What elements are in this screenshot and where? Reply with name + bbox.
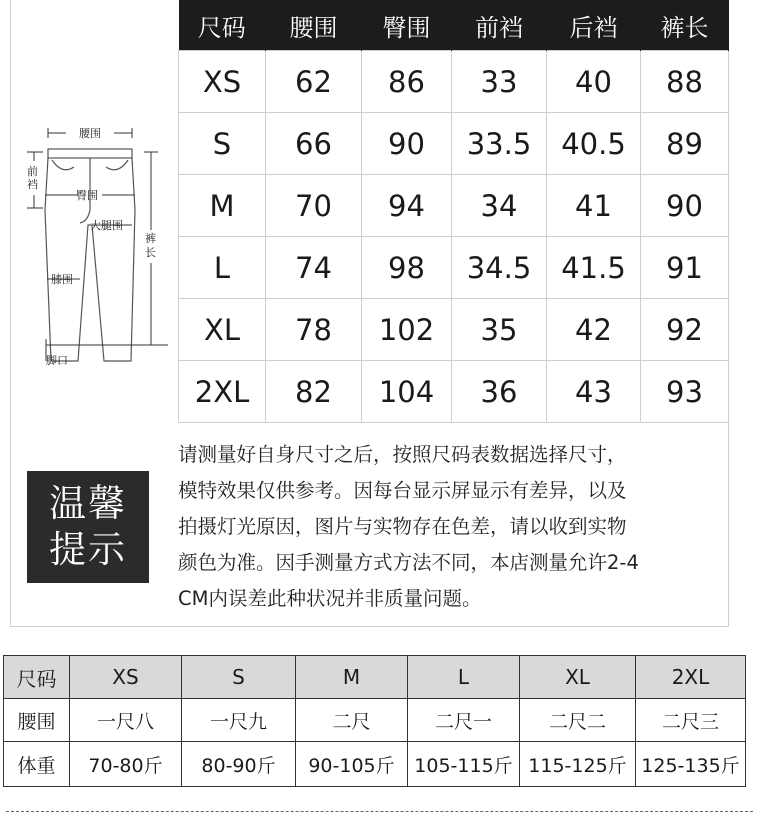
table-cell: 62: [266, 51, 362, 113]
table-cell: 体重: [4, 742, 70, 787]
header-size: 尺码: [179, 0, 266, 51]
label-front-rise: 前裆: [27, 165, 38, 191]
table-cell: M: [296, 656, 408, 699]
table-cell: 82: [266, 361, 362, 423]
size-table: [178, 0, 729, 423]
notice-title-box: [27, 471, 149, 583]
header-front-rise: 前裆: [452, 0, 547, 51]
label-waist: 腰围: [79, 127, 101, 140]
table-row: [179, 51, 729, 113]
table-row: [179, 237, 729, 299]
table-cell: 70-80斤: [70, 742, 182, 787]
table-cell: 2XL: [179, 361, 266, 423]
table-cell: 88: [641, 51, 729, 113]
table-cell: 33: [452, 51, 547, 113]
table-row: [179, 175, 729, 237]
table-cell: 86: [362, 51, 452, 113]
table-cell: 34.5: [452, 237, 547, 299]
table-cell: 二尺三: [636, 699, 746, 742]
table-cell: 78: [266, 299, 362, 361]
table-cell: XL: [520, 656, 636, 699]
table-cell: 尺码: [4, 656, 70, 699]
header-length: 裤长: [641, 0, 729, 51]
header-hip: 臀围: [362, 0, 452, 51]
table-cell: S: [182, 656, 296, 699]
table-cell: 43: [547, 361, 641, 423]
table-cell: 90: [641, 175, 729, 237]
table-cell: 98: [362, 237, 452, 299]
table-cell: L: [408, 656, 520, 699]
table-cell: 41.5: [547, 237, 641, 299]
label-hip: 臀围: [76, 189, 98, 202]
pants-measurement-diagram: [18, 115, 168, 375]
table-row: [179, 113, 729, 175]
table-cell: M: [179, 175, 266, 237]
table-cell: 93: [641, 361, 729, 423]
table-cell: 102: [362, 299, 452, 361]
header-back-rise: 后裆: [547, 0, 641, 51]
label-hem: 脚口: [46, 354, 68, 367]
label-thigh: 大腿围: [90, 219, 123, 232]
table-cell: 125-135斤: [636, 742, 746, 787]
header-waist: 腰围: [266, 0, 362, 51]
table-cell: 94: [362, 175, 452, 237]
notice-title-line2: 提示: [49, 528, 127, 571]
table-cell: L: [179, 237, 266, 299]
table-cell: 2XL: [636, 656, 746, 699]
table-cell: 89: [641, 113, 729, 175]
table-cell: 74: [266, 237, 362, 299]
table-cell: 二尺一: [408, 699, 520, 742]
table-cell: 91: [641, 237, 729, 299]
notice-title-line1: 温馨: [49, 482, 127, 525]
table-cell: 40: [547, 51, 641, 113]
table-cell: 腰围: [4, 699, 70, 742]
table-cell: 二尺二: [520, 699, 636, 742]
table-cell: 二尺: [296, 699, 408, 742]
dashed-divider: [6, 811, 753, 812]
table-cell: XL: [179, 299, 266, 361]
table-cell: 70: [266, 175, 362, 237]
table-cell: S: [179, 113, 266, 175]
notice-line: 请测量好自身尺寸之后，按照尺码表数据选择尺寸，: [178, 443, 627, 466]
table-row: [4, 699, 746, 742]
table-cell: XS: [70, 656, 182, 699]
table-row: [4, 742, 746, 787]
table-row: [179, 361, 729, 423]
label-knee: 膝围: [51, 273, 73, 286]
size-table-header: [179, 0, 729, 51]
table-cell: 一尺八: [70, 699, 182, 742]
label-length: 裤长: [145, 232, 156, 259]
table-cell: 66: [266, 113, 362, 175]
notice-line: 颜色为准。因手测量方式方法不同，本店测量允许2-4: [178, 551, 639, 574]
table-cell: 40.5: [547, 113, 641, 175]
table-cell: 33.5: [452, 113, 547, 175]
table-cell: 115-125斤: [520, 742, 636, 787]
table-cell: 90-105斤: [296, 742, 408, 787]
table-cell: 105-115斤: [408, 742, 520, 787]
table-cell: 92: [641, 299, 729, 361]
notice-line: 模特效果仅供参考。因每台显示屏显示有差异，以及: [178, 479, 627, 502]
table-cell: 36: [452, 361, 547, 423]
table-cell: 35: [452, 299, 547, 361]
table-row: [179, 299, 729, 361]
notice-text: [178, 437, 726, 617]
table-cell: 104: [362, 361, 452, 423]
notice-line: 拍摄灯光原因，图片与实物存在色差，请以收到实物: [178, 515, 627, 538]
table-cell: XS: [179, 51, 266, 113]
table-cell: 80-90斤: [182, 742, 296, 787]
table-cell: 41: [547, 175, 641, 237]
table-cell: 一尺九: [182, 699, 296, 742]
table-cell: 42: [547, 299, 641, 361]
notice-line: CM内误差此种状况并非质量问题。: [178, 587, 482, 610]
table-cell: 90: [362, 113, 452, 175]
weight-table-header: [4, 656, 746, 699]
weight-table: [3, 655, 746, 787]
table-cell: 34: [452, 175, 547, 237]
